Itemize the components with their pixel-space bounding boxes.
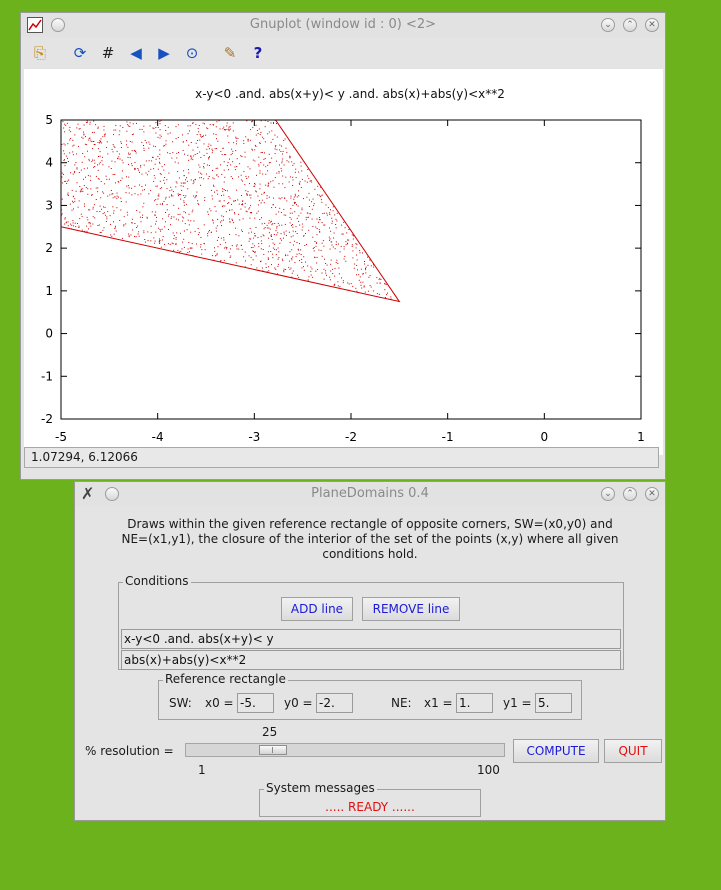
x0-label: x0 = <box>205 696 234 710</box>
y-tick-label: 2 <box>45 241 53 256</box>
x-tick-label: 0 <box>540 430 549 443</box>
reference-rectangle-group <box>158 672 582 720</box>
y-tick-label: 5 <box>45 113 53 127</box>
settings-wrench-icon[interactable]: ✎ <box>223 44 237 62</box>
y0-label: y0 = <box>284 696 313 710</box>
y-tick-label: 4 <box>45 155 53 170</box>
help-icon[interactable]: ? <box>253 44 263 62</box>
x-app-icon: ✗ <box>81 484 95 503</box>
y-tick-label: 1 <box>45 283 53 298</box>
x-tick-label: -4 <box>151 430 164 443</box>
cursor-coordinates: 1.07294, 6.12066 <box>31 450 138 464</box>
y-tick-label: 0 <box>45 326 53 341</box>
grid-icon[interactable]: # <box>101 44 115 62</box>
system-messages-label: System messages <box>266 781 375 795</box>
gnuplot-toolbar <box>21 13 665 62</box>
compute-button[interactable]: COMPUTE <box>513 739 599 763</box>
resolution-max: 100 <box>477 763 500 777</box>
minimize-icon[interactable]: ⌄ <box>601 487 615 501</box>
zoom-next-icon[interactable]: ▶ <box>158 44 170 62</box>
x-tick-label: -5 <box>55 430 67 443</box>
plot-frame <box>61 120 641 419</box>
resolution-value: 25 <box>262 725 278 739</box>
condition-line-2[interactable]: abs(x)+abs(y)<x**2 <box>121 650 621 670</box>
x-tick-label: 1 <box>637 430 645 443</box>
close-icon[interactable]: ✕ <box>645 18 659 32</box>
maximize-icon[interactable]: ⌃ <box>623 487 637 501</box>
gnuplot-window <box>20 12 666 480</box>
x0-input[interactable]: -5. <box>237 693 274 713</box>
system-messages-group <box>259 781 481 817</box>
remove-line-button[interactable]: REMOVE line <box>362 597 460 621</box>
resolution-min: 1 <box>198 763 206 777</box>
conditions-group <box>118 574 624 670</box>
reference-rectangle-label: Reference rectangle <box>165 672 286 686</box>
y-tick-label: -1 <box>41 369 53 384</box>
description-text: Draws within the given reference rectangle of opposite corners, SW=(x0,y0) and NE=(x1,y1), the closure of the interior of the set of the points (x,y) where all given conditions hold. <box>121 517 619 561</box>
ne-label: NE: <box>391 696 412 710</box>
plot-title: x-y<0 .and. abs(x+y)< y .and. abs(x)+abs(y)<x**2 <box>195 87 505 101</box>
sw-label: SW: <box>169 696 192 710</box>
resolution-slider-thumb[interactable] <box>259 745 287 755</box>
x-tick-label: -1 <box>441 430 454 443</box>
resolution-slider-track[interactable] <box>185 743 505 757</box>
autoscale-icon[interactable]: ⊙ <box>185 44 199 62</box>
region-boundary <box>61 120 399 302</box>
x-tick-label: -3 <box>248 430 261 443</box>
x1-label: x1 = <box>424 696 453 710</box>
y0-input[interactable]: -2. <box>316 693 353 713</box>
plot-svg <box>24 69 663 443</box>
planedomains-title: PlaneDomains 0.4 <box>311 486 429 501</box>
zoom-previous-icon[interactable]: ◀ <box>130 44 142 62</box>
gnuplot-title: Gnuplot (window id : 0) <2> <box>249 17 437 32</box>
y1-input[interactable]: 5. <box>535 693 572 713</box>
planedomains-window <box>74 481 666 821</box>
y-tick-label: 3 <box>45 198 53 213</box>
region-points <box>61 120 400 303</box>
y-tick-label: -2 <box>41 412 53 426</box>
maximize-icon[interactable]: ⌃ <box>623 18 637 32</box>
replot-icon[interactable]: ⟳ <box>73 44 87 62</box>
plot-canvas[interactable] <box>24 69 663 455</box>
x1-input[interactable]: 1. <box>456 693 493 713</box>
y1-label: y1 = <box>503 696 532 710</box>
resolution-label: % resolution = <box>85 744 174 758</box>
conditions-label: Conditions <box>125 574 189 588</box>
planedomains-titlebar[interactable] <box>75 482 665 506</box>
condition-line-1[interactable]: x-y<0 .and. abs(x+y)< y <box>121 629 621 649</box>
status-bar <box>24 447 659 468</box>
quit-button[interactable]: QUIT <box>604 739 662 763</box>
system-message-text: ..... READY ...... <box>325 800 415 814</box>
minimize-icon[interactable]: ⌄ <box>601 18 615 32</box>
copy-clipboard-icon[interactable]: ⎘ <box>33 44 46 62</box>
x-tick-label: -2 <box>345 430 357 443</box>
close-icon[interactable]: ✕ <box>645 487 659 501</box>
add-line-button[interactable]: ADD line <box>281 597 353 621</box>
